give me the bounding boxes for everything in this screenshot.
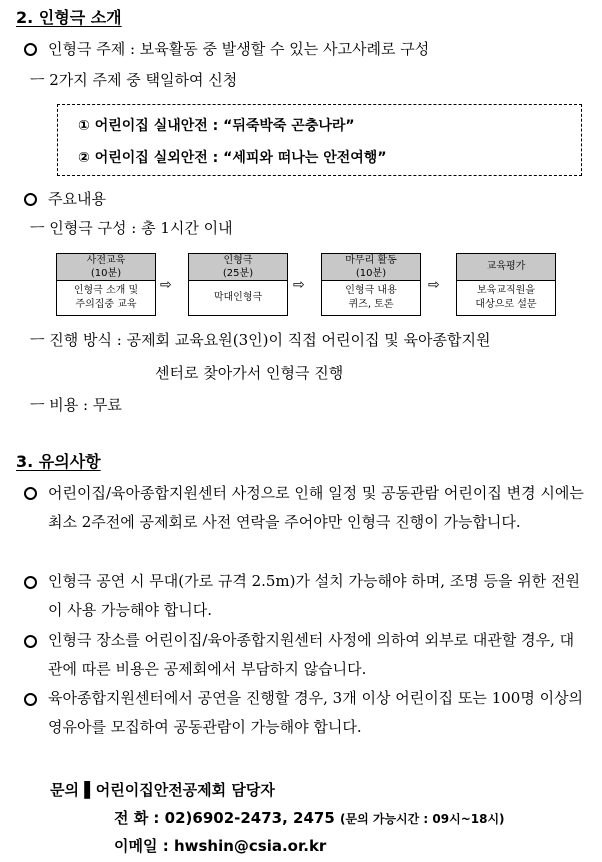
flow-step-pre-education bbox=[56, 253, 156, 316]
flow-step-body: 막대인형극 bbox=[213, 292, 263, 303]
flow-step-title: 인형극 bbox=[223, 255, 253, 266]
theme-sub-line: ㅡ 2가지 주제 중 택일하여 신청 bbox=[30, 71, 238, 89]
course-option-2: ② 어린이집 실외안전 : “세피와 떠나는 안전여행” bbox=[78, 150, 387, 166]
bullet-circle-icon bbox=[24, 487, 37, 500]
course-options-box bbox=[57, 104, 582, 176]
course-option-1: ① 어린이집 실내안전 : “뒤죽박죽 곤충나라” bbox=[78, 118, 355, 134]
flow-step-title: 마무리 활동 bbox=[345, 255, 397, 266]
bullet-circle-icon bbox=[24, 693, 37, 706]
flow-step-body: 보육교직원을 bbox=[477, 285, 535, 296]
notice-item-3: 인형극 장소를 어린이집/육아종합지원센터 사정에 의하여 외부로 대관할 경우, 대관에 따른 비용은 공제회에서 부담하지 않습니다. bbox=[48, 631, 575, 678]
phone-number: 02)6902-2473, 2475 bbox=[164, 809, 335, 827]
flow-step-body: 인형극 소개 및 bbox=[73, 285, 139, 296]
flow-step-body: 인형극 내용 bbox=[345, 285, 397, 296]
method-line-2: 센터로 찾아가서 인형극 진행 bbox=[155, 364, 344, 382]
flow-step-time: (10분) bbox=[355, 268, 387, 279]
flow-arrow-icon: ⇨ bbox=[160, 277, 172, 293]
contact-phone-row bbox=[114, 807, 505, 828]
flow-step-body: 대상으로 설문 bbox=[475, 299, 537, 310]
flow-step-time: (10분) bbox=[90, 268, 122, 279]
bullet-circle-icon bbox=[24, 43, 37, 56]
flow-step-puppet-show bbox=[188, 253, 288, 316]
notice-item-2: 인형극 공연 시 무대(가로 규격 2.5m)가 설치 가능해야 하며, 조명 등을 위한 전원이 사용 가능해야 합니다. bbox=[48, 572, 580, 619]
flow-step-body: 퀴즈, 토론 bbox=[348, 299, 394, 310]
bullet-circle-icon bbox=[24, 193, 37, 206]
bullet-circle-icon bbox=[24, 576, 37, 589]
cost-line: ㅡ 비용 : 무료 bbox=[30, 396, 122, 414]
flow-step-evaluation bbox=[456, 253, 556, 316]
contact-title: 문의 ▌어린이집안전공제회 담당자 bbox=[50, 781, 275, 799]
section-2-heading: 2. 인형극 소개 bbox=[16, 8, 122, 27]
flow-arrow-icon: ⇨ bbox=[428, 277, 440, 293]
composition-line: ㅡ 인형극 구성 : 총 1시간 이내 bbox=[30, 219, 233, 237]
content-label: 주요내용 bbox=[48, 190, 106, 208]
email-label: 이메일 : bbox=[114, 837, 169, 855]
contact-hours: (문의 가능시간 : 09시~18시) bbox=[340, 812, 505, 826]
section-3-heading: 3. 유의사항 bbox=[16, 452, 101, 471]
flow-step-time: (25분) bbox=[222, 268, 254, 279]
flow-arrow-icon: ⇨ bbox=[293, 277, 305, 293]
flow-step-wrap-up bbox=[321, 253, 421, 316]
flow-step-body: 주의집중 교육 bbox=[75, 299, 137, 310]
phone-label: 전 화 : bbox=[114, 809, 160, 827]
notice-item-4: 육아종합지원센터에서 공연을 진행할 경우, 3개 이상 어린이집 또는 100명 이상의 영유아를 모집하여 공동관람이 가능해야 합니다. bbox=[48, 689, 584, 736]
method-line-1: ㅡ 진행 방식 : 공제회 교육요원(3인)이 직접 어린이집 및 육아종합지원 bbox=[30, 331, 491, 349]
flow-step-title: 사전교육 bbox=[86, 255, 126, 266]
notice-item-1: 어린이집/육아종합지원센터 사정으로 인해 일정 및 공동관람 어린이집 변경 시에는 최소 2주전에 공제회로 사전 연락을 주어야만 인형극 진행이 가능합니다. bbox=[48, 484, 584, 531]
email-address: hwshin@csia.or.kr bbox=[173, 837, 327, 855]
contact-email-row bbox=[114, 835, 326, 856]
theme-line: 인형극 주제 : 보육활동 중 발생할 수 있는 사고사례로 구성 bbox=[48, 40, 430, 58]
bullet-circle-icon bbox=[24, 635, 37, 648]
flow-step-title: 교육평가 bbox=[486, 261, 526, 272]
